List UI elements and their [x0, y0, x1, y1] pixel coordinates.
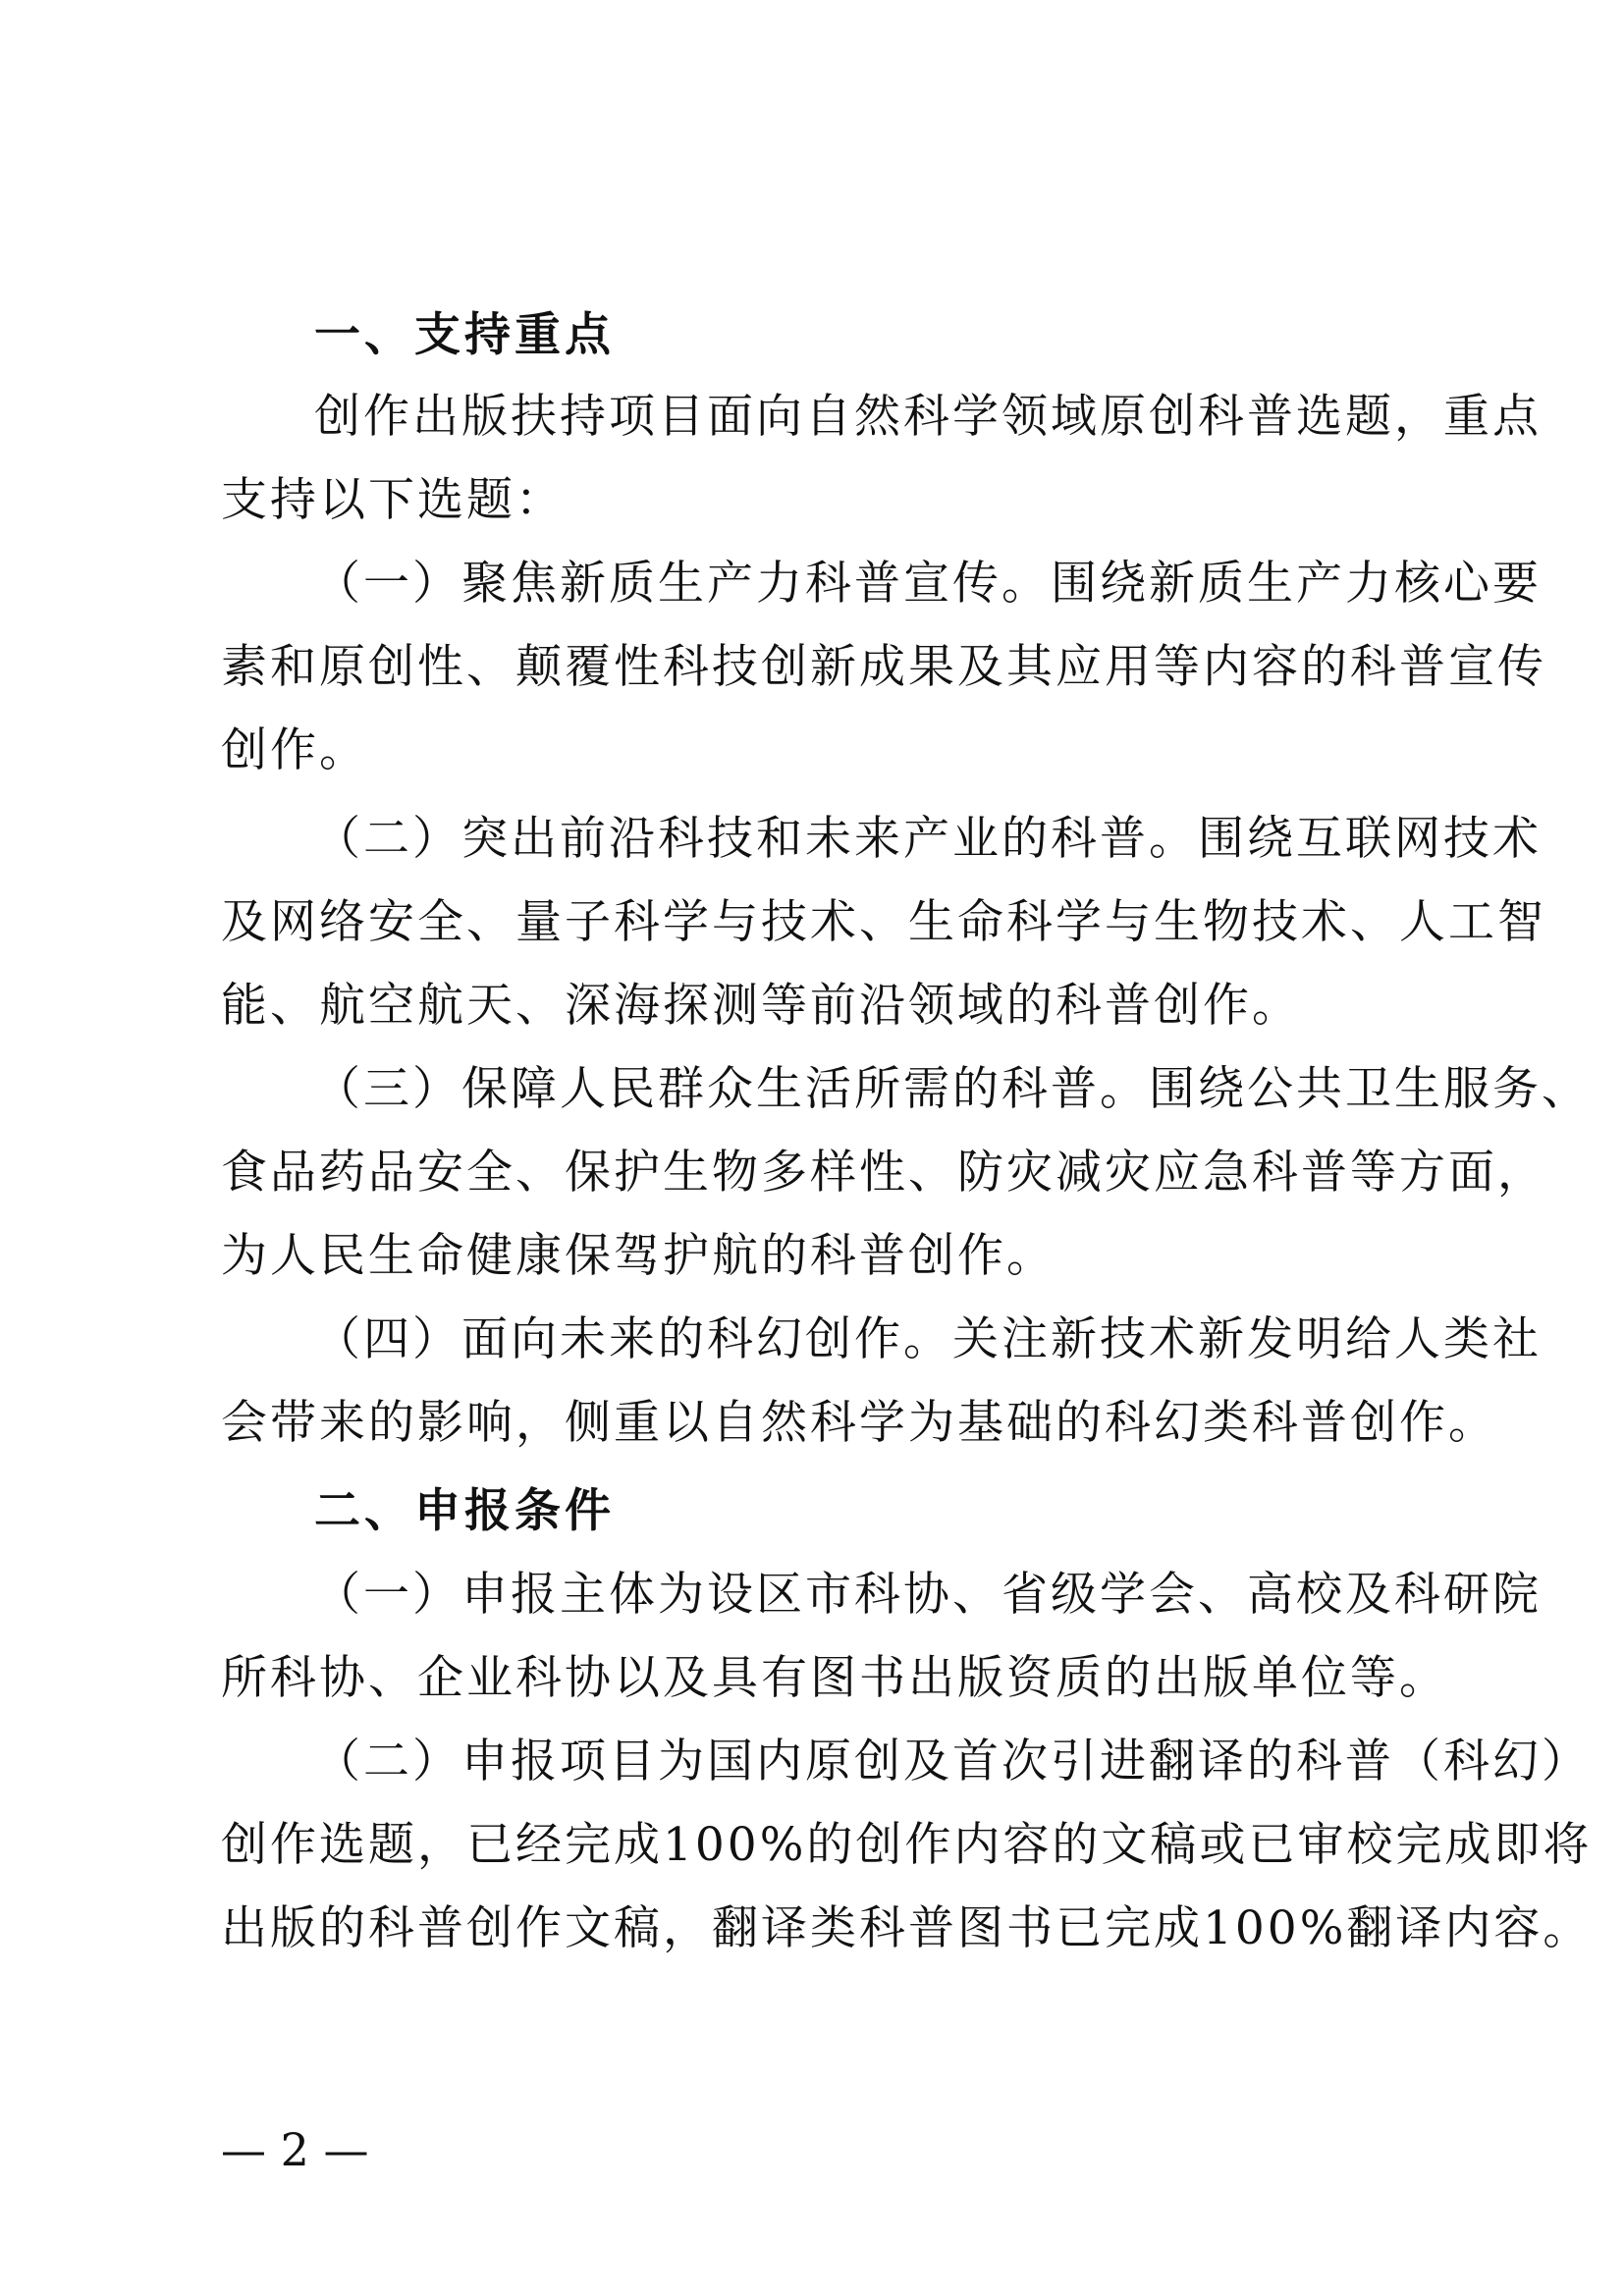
section-heading-application-conditions: 二、申报条件 [314, 1484, 615, 1538]
paragraph-line: 素和原创性、颠覆性科技创新成果及其应用等内容的科普宣传 [221, 640, 1546, 694]
paragraph-line: （一）申报主体为设区市科协、省级学会、高校及科研院 [314, 1568, 1542, 1622]
paragraph-line: 能、航空航天、深海探测等前沿领域的科普创作。 [221, 979, 1301, 1033]
paragraph-line: 创作选题，已经完成100%的创作内容的文稿或已审校完成即将 [221, 1818, 1593, 1872]
page-number: — 2 — [221, 2123, 369, 2176]
paragraph-line: 会带来的影响，侧重以自然科学为基础的科幻类科普创作。 [221, 1396, 1497, 1450]
paragraph-line: 创作。 [221, 723, 368, 777]
paragraph-line: 及网络安全、量子科学与技术、生命科学与生物技术、人工智 [221, 895, 1546, 949]
paragraph-line: （三）保障人民群众生活所需的科普。围绕公共卫生服务、 [314, 1062, 1591, 1116]
paragraph-line: 出版的科普创作文稿，翻译类科普图书已完成100%翻译内容。 [221, 1901, 1593, 1955]
paragraph-line: 为人民生命健康保驾护航的科普创作。 [221, 1229, 1056, 1283]
paragraph-line: 食品药品安全、保护生物多样性、防灾减灾应急科普等方面， [221, 1146, 1546, 1200]
paragraph-line: （二）申报项目为国内原创及首次引进翻译的科普（科幻） [314, 1735, 1591, 1789]
paragraph-line: 创作出版扶持项目面向自然科学领域原创科普选题，重点 [314, 390, 1542, 444]
section-heading-support-focus: 一、支持重点 [314, 308, 615, 362]
paragraph-line: 支持以下选题： [221, 473, 565, 527]
paragraph-line: （四）面向未来的科幻创作。关注新技术新发明给人类社 [314, 1312, 1542, 1366]
paragraph-line: 所科协、企业科协以及具有图书出版资质的出版单位等。 [221, 1651, 1448, 1705]
paragraph-line: （二）突出前沿科技和未来产业的科普。围绕互联网技术 [314, 812, 1542, 866]
paragraph-line: （一）聚焦新质生产力科普宣传。围绕新质生产力核心要 [314, 557, 1542, 611]
